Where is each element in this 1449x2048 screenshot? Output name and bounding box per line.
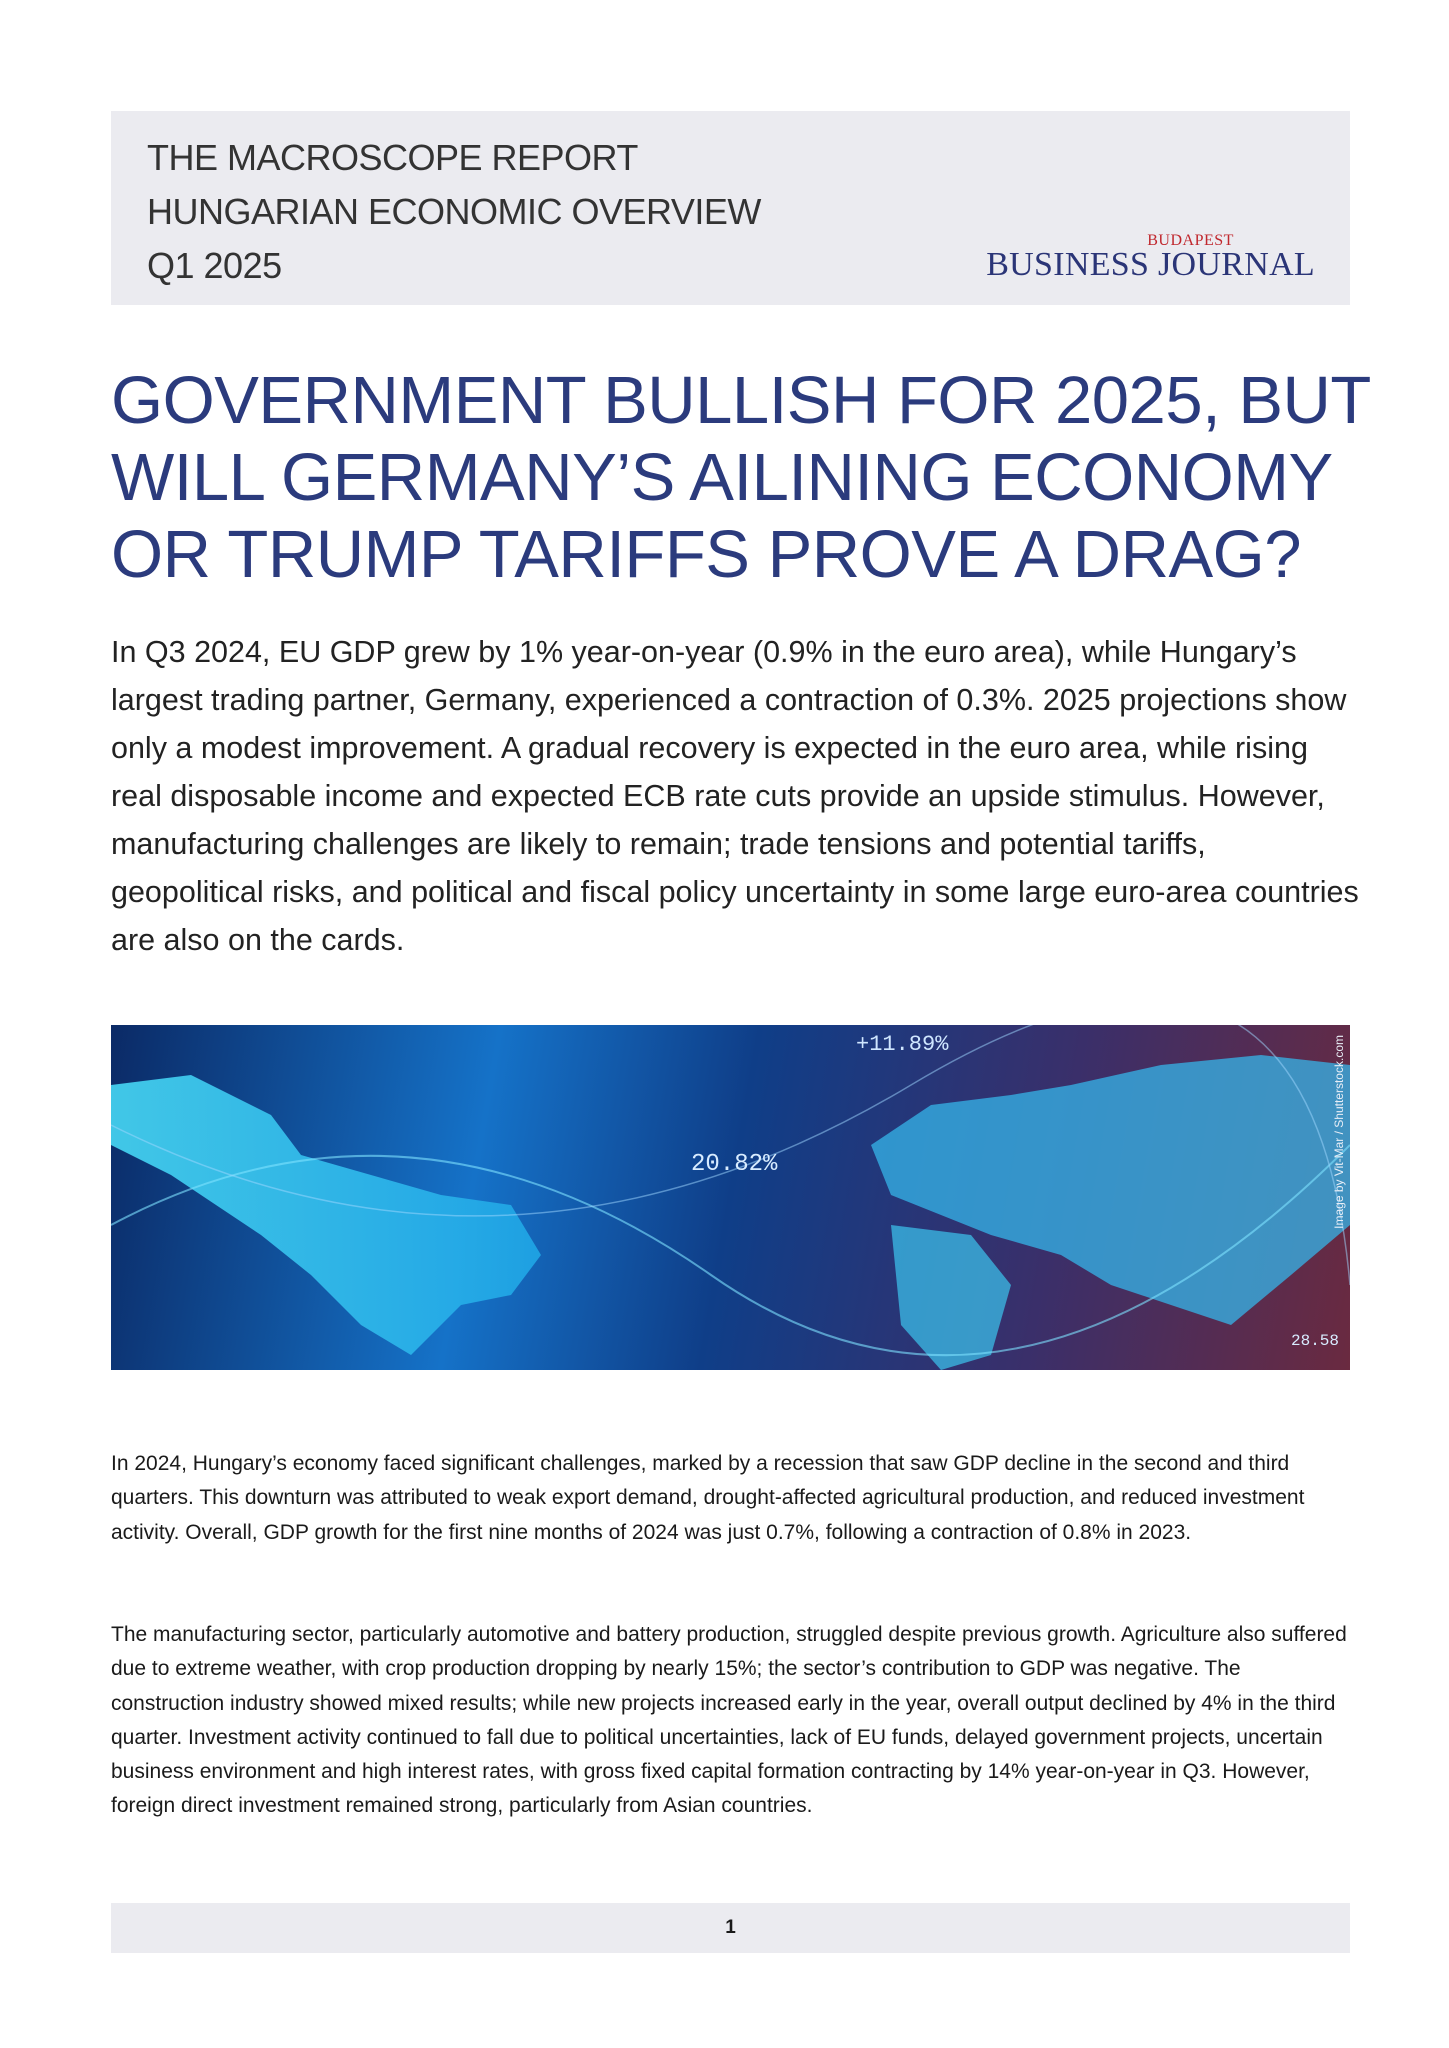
report-header (111, 111, 1350, 305)
page-number: 1 (725, 1917, 736, 1938)
bbj-logo (986, 233, 1315, 281)
world-map-graphic (111, 1025, 1350, 1370)
body-paragraph: The manufacturing sector, particularly automotive and battery production, struggled despite previous growth. Agriculture also suffered due to extreme weather, with crop production dropping by nearly 15%; the sector’s contribution to GDP was negative. The construction industry showed mixed results; while new projects increased early in the year, overall output declined by 4% in the third quarter. Investment activity continued to fall due to political uncertainties, lack of EU funds, delayed government projects, uncertain business environment and high interest rates, with gross fixed capital formation contracting by 14% year-on-year in Q3. However, foreign direct investment remained strong, particularly from Asian countries. (111, 1623, 1347, 1818)
report-subject: HUNGARIAN ECONOMIC OVERVIEW (147, 191, 761, 232)
overlay-number: 28.58 (1291, 1332, 1340, 1350)
intro-paragraph: In Q3 2024, EU GDP grew by 1% year-on-year (0.9% in the euro area), while Hungary’s largest trading partner, Germany, experienced a contraction of 0.3%. 2025 projections show only a modest improvement. A gradual recovery is expected in the euro area, while rising real disposable income and expected ECB rate cuts provide an upside stimulus. However, manufacturing challenges are likely to remain; trade tensions and potential tariffs, geopolitical risks, and political and fiscal policy uncertainty in some large euro-area countries are also on the cards. (111, 635, 1359, 957)
page-footer (111, 1903, 1350, 1953)
world-map-image (111, 1025, 1350, 1370)
overlay-number: +11.89% (856, 1032, 949, 1057)
headline: GOVERNMENT BULLISH FOR 2025, BUT WILL GERMANY’S AILINING ECONOMY OR TRUMP TARIFFS PROVE A DRAG? (111, 363, 1370, 592)
report-period: Q1 2025 (147, 245, 282, 286)
report-title-block (147, 131, 761, 293)
report-series: THE MACROSCOPE REPORT (147, 137, 638, 178)
logo-main: BUSINESS JOURNAL (986, 246, 1315, 283)
overlay-number: 20.82% (691, 1151, 778, 1178)
body-paragraph: In 2024, Hungary’s economy faced significant challenges, marked by a recession that saw GDP decline in the second and third quarters. This downturn was attributed to weak export demand, drought-affected agricultural production, and reduced investment activity. Overall, GDP growth for the first nine months of 2024 was just 0.7%, following a contraction of 0.8% in 2023. (111, 1452, 1305, 1544)
logo-top: BUDAPEST (1147, 232, 1234, 249)
image-credit: Image by Vit-Mar / Shutterstock.com (1332, 1035, 1346, 1229)
